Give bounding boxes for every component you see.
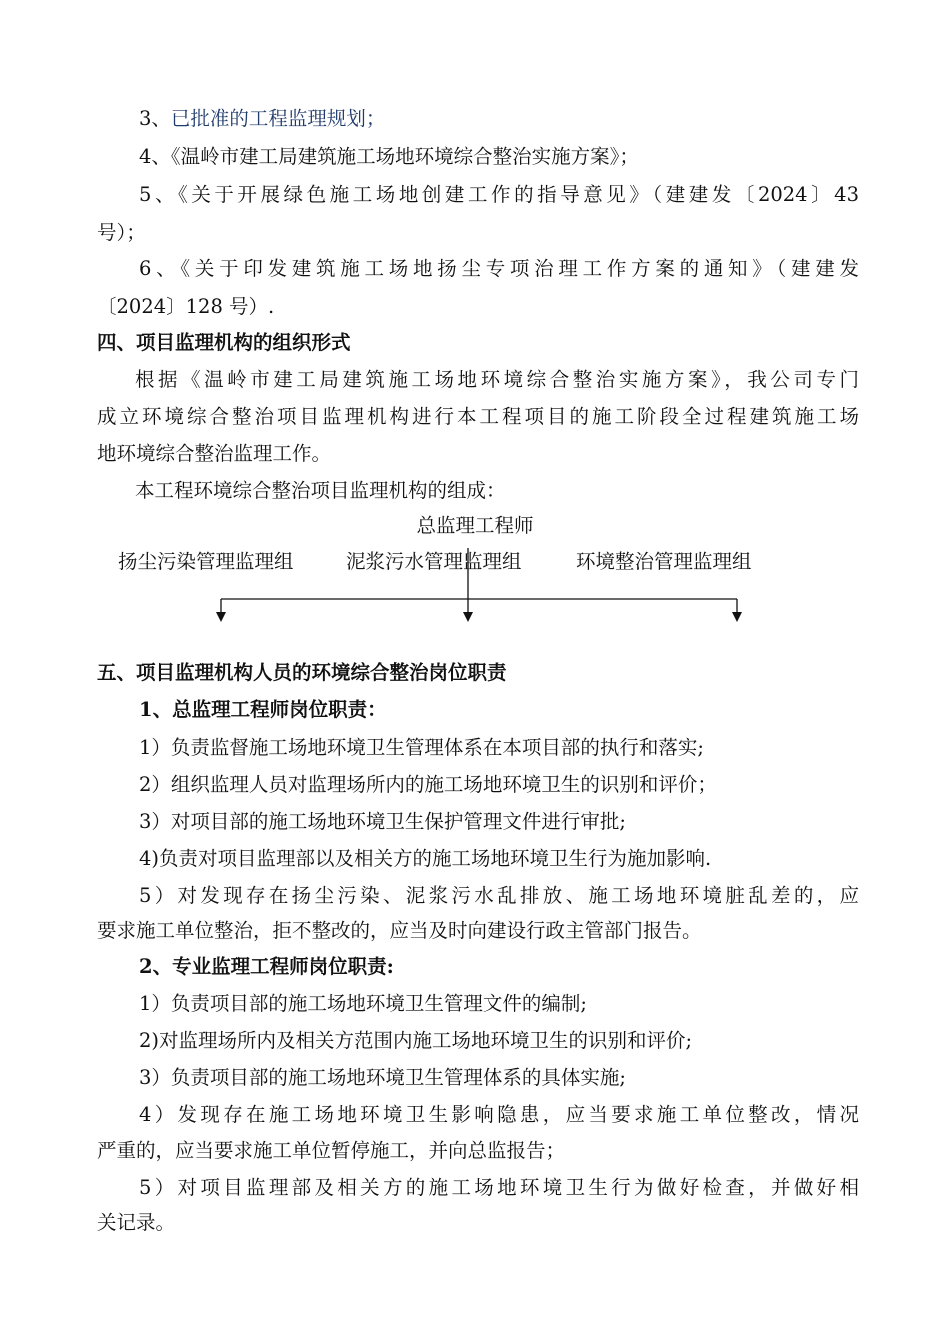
org-chart-top-node: 总监理工程师: [416, 514, 534, 537]
duty-1-4: 4)负责对项目监理部以及相关方的施工场地环境卫生行为施加影响.: [139, 847, 712, 870]
section-5-sub-1: 1、总监理工程师岗位职责：: [139, 698, 387, 721]
duty-2-5-line-1: 5）对项目监理部及相关方的施工场地环境卫生行为做好检查，并做好相: [139, 1176, 859, 1199]
duty-2-5-line-2: 关记录。: [97, 1211, 176, 1234]
duty-2-3: 3）负责项目部的施工场地环境卫生管理体系的具体实施;: [139, 1066, 626, 1089]
org-chart-arrow-right: [732, 612, 742, 622]
section-4-para-1-line-2: 成立环境综合整治项目监理机构进行本工程项目的施工阶段全过程建筑施工场: [97, 405, 859, 428]
org-chart-arrow-left: [216, 612, 226, 622]
section-5-heading: 五、项目监理机构人员的环境综合整治岗位职责: [97, 661, 507, 684]
reference-3-text: 已批准的工程监理规划；: [170, 107, 386, 130]
section-4-para-2: 本工程环境综合整治项目监理机构的组成：: [135, 479, 506, 502]
org-chart-group-environment: 环境整治管理监理组: [576, 550, 752, 573]
duty-2-1: 1）负责项目部的施工场地环境卫生管理文件的编制;: [139, 992, 587, 1015]
reference-4: 4、《温岭市建工局建筑施工场地环境综合整治实施方案》；: [139, 145, 639, 168]
org-chart-arrow-center: [463, 612, 473, 622]
duty-1-1: 1）负责监督施工场地环境卫生管理体系在本项目部的执行和落实;: [139, 736, 704, 759]
reference-6-line-1: 6、《关于印发建筑施工场地扬尘专项治理工作方案的通知》（建建发: [139, 257, 859, 280]
duty-2-4-line-2: 严重的，应当要求施工单位暂停施工，并向总监报告；: [97, 1139, 566, 1162]
org-chart-group-dust: 扬尘污染管理监理组: [118, 550, 294, 573]
reference-5-line-2: 号）；: [97, 221, 146, 244]
section-4-heading: 四、项目监理机构的组织形式: [97, 331, 351, 354]
reference-3-number: 3、: [139, 107, 171, 130]
section-4-para-1-line-1: 根据《温岭市建工局建筑施工场地环境综合整治实施方案》，我公司专门: [135, 368, 859, 391]
section-5-sub-2: 2、专业监理工程师岗位职责:: [139, 955, 394, 978]
duty-1-5-line-1: 5）对发现存在扬尘污染、泥浆污水乱排放、施工场地环境脏乱差的，应: [139, 884, 859, 907]
duty-1-5-line-2: 要求施工单位整治，拒不整改的，应当及时向建设行政主管部门报告。: [97, 919, 702, 942]
org-chart-group-mud-water: 泥浆污水管理监理组: [346, 550, 522, 573]
reference-6-line-2: 〔2024〕128 号）.: [97, 295, 275, 318]
reference-5-line-1: 5、《关于开展绿色施工场地创建工作的指导意见》（建建发〔2024〕43: [139, 183, 859, 206]
duty-1-3: 3）对项目部的施工场地环境卫生保护管理文件进行审批;: [139, 810, 626, 833]
duty-2-2: 2)对监理场所内及相关方范围内施工场地环境卫生的识别和评价;: [139, 1029, 693, 1052]
section-4-para-1-line-3: 地环境综合整治监理工作。: [97, 442, 332, 465]
duty-2-4-line-1: 4）发现存在施工场地环境卫生影响隐患，应当要求施工单位整改，情况: [139, 1103, 859, 1126]
duty-1-2: 2）组织监理人员对监理场所内的施工场地环境卫生的识别和评价；: [139, 773, 717, 796]
